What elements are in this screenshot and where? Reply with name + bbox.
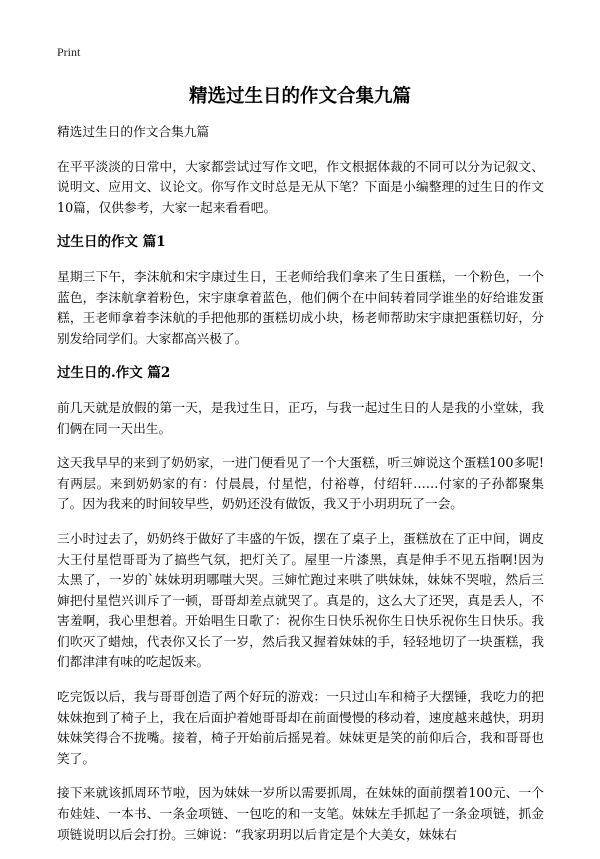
- section-2-paragraph-2: 这天我早早的来到了奶奶家，一进门便看见了一个大蛋糕，听三婶说这个蛋糕100多呢!有两层。来到奶奶家的有：付晨晨，付星恺，付裕尊，付绍轩……付家的子孙都聚集了。因为我来的时间较早些，奶奶还没有做饭，我又于小玥玥玩了一会。: [57, 455, 544, 512]
- print-link[interactable]: Print: [57, 45, 81, 59]
- section-2-paragraph-3: 三小时过去了，奶奶终于做好了丰盛的午饭，摆在了桌子上，蛋糕放在了正中间，调皮大王付星恺哥哥为了搞些气氛，把灯关了。屋里一片漆黑，真是伸手不见五指啊!因为太黑了，一岁的`妹妹玥玥哪嗤大哭。三婶忙跑过来哄了哄妹妹，妹妹不哭啦，然后三婶把付星恺兴训斥了一顿，哥哥却差点就哭了。真是的，这么大了还哭，真是丢人，不害羞啊，我心里想着。开始唱生日歌了：祝你生日快乐祝你生日快乐祝你生日快乐。我们吹灭了蜡烛，代表你又长了一岁，然后我又握着妹妹的手，轻轻地切了一块蛋糕，我们都津津有味的吃起饭来。: [57, 530, 544, 670]
- section-heading-2: 过生日的.作文 篇2: [57, 365, 171, 382]
- section-1-paragraph-1: 星期三下午，李沫航和宋宇康过生日，王老师给我们拿来了生日蛋糕，一个粉色，一个蓝色，李沫航拿着粉色，宋宇康拿着蓝色，他们俩个在中间转着同学谁坐的好给谁发蛋糕，王老师拿着李沫航的手把他那的蛋糕切成小块，杨老师帮助宋宇康把蛋糕切好，分别发给同学们。大家都高兴极了。: [57, 268, 544, 346]
- section-2-paragraph-4: 吃完饭以后，我与哥哥创造了两个好玩的游戏：一只过山车和椅子大摆锤，我吃力的把妹妹抱到了椅子上，我在后面护着她哥哥却在前面慢慢的移动着，速度越来越快，玥玥妹妹笑得合不拢嘴。接着，椅子开始前后摇晃着。妹妹更是笑的前仰后合，我和哥哥也笑了。: [57, 689, 544, 766]
- section-2-paragraph-5: 接下来就该抓周环节啦，因为妹妹一岁所以需要抓周，在妹妹的面前摆着100元、一个布娃娃、一本书、一条金项链、一包吃的和一支笔。妹妹左手抓起了一条金项链，抓金项链说明以后会打扮。三婶说：“我家玥玥以后肯定是个大美女，妹妹右: [57, 785, 544, 842]
- section-2-paragraph-1: 前几天就是放假的第一天，是我过生日，正巧，与我一起过生日的人是我的小堂妹，我们俩在同一天出生。: [57, 399, 544, 436]
- article-subtitle: 精选过生日的作文合集九篇: [57, 124, 210, 139]
- article-content: [57, 122, 544, 859]
- page-title: 精选过生日的作文合集九篇: [188, 86, 411, 107]
- intro-paragraph: 在平平淡淡的日常中，大家都尝试过写作文吧，作文根据体裁的不同可以分为记叙文、说明文、应用文、议论文。你写作文时总是无从下笔？下面是小编整理的过生日的作文10篇，仅供参考，大家一起来看看吧。: [57, 158, 544, 215]
- section-heading-1: 过生日的作文 篇1: [57, 234, 166, 251]
